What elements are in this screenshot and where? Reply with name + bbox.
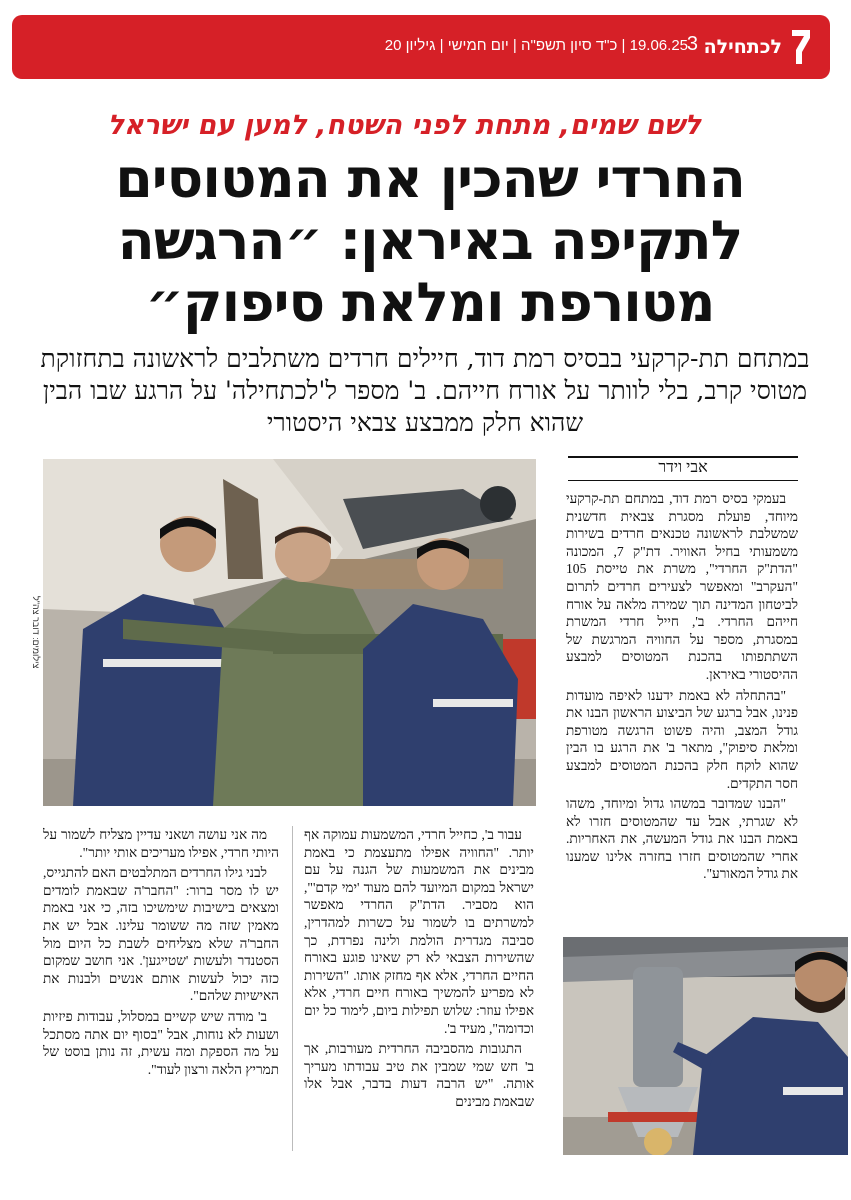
publication-logo: [704, 25, 814, 69]
paragraph: ב' מודה שיש קשיים במסלול, עבודות פיזיות ושעות לא נוחות, אבל "בסוף יום אתה מסתכל על מה הספקת ומה עשית, זה נותן בוסט של תמריץ הלאה ורצון לעוד".: [43, 1008, 279, 1077]
secondary-photo-technician: [563, 937, 848, 1155]
paragraph: עבור ב', כחייל חרדי, המשמעות עמוקה אף יותר. "החוויה אפילו מתעצמת כי באמת מבינים את המשמעות של הגנה על עם ישראל במקום המיועד להם מעוד 'ימי קדם'", הוא מסביר. הדת"ק החרדי מאפשר למשרתים בו לשמור על כשרות למהדרין, סביבה מגדרית הולמת ולינה נפרדת, כך שהשירות הצבאי לא רק שאינו פוגע באורח החיים החרדי, אלא אף מחזק אותו. "השירות לא מפריע להמשיך באורח חיים חרדי, אלא אפילו עוזר: שלוש תפילות ביום, לימוד כל יום וכדומה", מעיד ב'.: [304, 827, 534, 1036]
paragraph: התגובות מהסביבה החרדית מעורבות, אך ב' חש שמי שמבין את טיב עבודתו מעריך אותה. "יש הרבה דעות בדבר, אבל אלו שבאמת מבינים: [304, 1041, 534, 1109]
byline-bottom-rule: [568, 480, 798, 481]
soldiers-photo-illustration: [43, 459, 536, 806]
byline-top-rule: [568, 456, 798, 458]
main-photo-soldiers: [43, 459, 536, 806]
logo-text: לכתחילה: [703, 36, 782, 58]
technician-photo-illustration: [563, 937, 848, 1155]
column-divider: [292, 826, 293, 1151]
article-column-left: [43, 826, 279, 1156]
page-number: 3: [686, 33, 698, 55]
article-subhead: במתחם תת-קרקעי בבסיס רמת דוד, חיילים חרדים משתלבים לראשונה בתחזוקת מטוסי קרב, בלי לוותר על אורח חייהם. ב' מספר ל'לכתחילה' על הרגע שבו הבין שהוא חלק ממבצע צבאי היסטורי: [40, 344, 810, 437]
logo-mark-icon: [788, 28, 814, 66]
article-headline: החרדי שהכין את המטוסים לתקיפה באיראן: ״הרגשה מטורפת ומלאת סיפוק״: [115, 147, 745, 334]
paragraph: "הבנו שמדובר במשהו גדול ומיוחד, משהו לא שגרתי, אבל עד שהמטוסים חזרו לא באמת הבנו את גודל המעשה, את האחריות. אחרי שהמטוסים חזרו בחזרה אלינו שמענו את גודל המאורע".: [566, 796, 798, 882]
photo-credit: צילומים: דובר צה"ל: [31, 596, 41, 669]
paragraph: "בהתחלה לא באמת ידענו לאיפה מועדות פנינו, אבל ברגע של הביצוע הראשון הבנו את גודל המצב, והיה פשוט הרגשה מטורפת ומלאת סיפוק", מתאר ב' את הרגע בו הבין שהוא לוקח חלק בהכנת המטוסים למבצע חסר התקדים.: [566, 687, 798, 791]
article-column-middle: [304, 826, 534, 1156]
article-byline: אבי וידר: [658, 459, 708, 476]
header-bar: [12, 15, 830, 79]
paragraph: לבני גילו החרדים המתלבטים האם להתגייס, יש לו מסר ברור: "החבר'ה שבאמת לומדים ומצאים בישיבות שימשיכו בזה, כי אני באמת מאמין שזה מה ששומר עלינו. אבל יש את החבר'ה שלא מצליחים לשבת כל היום מול הסטנדר ולעשות 'שטייגען'. אני חושב שמקום כזה יכול לעשות אותם אנשים ולבנות את האישיות שלהם".: [43, 865, 279, 1004]
article-column-right: [566, 490, 798, 930]
issue-info: 19.06.25 | כ"ד סיון תשפ"ה | יום חמישי | גיליון 20: [384, 37, 688, 54]
paragraph: בעמקי בסיס רמת דוד, במתחם תת-קרקעי מיוחד, פועלת מסגרת צבאית חדשנית שמשלבת לראשונה טכנאים חרדים בשירות משמעותי בחיל האוויר. דת"ק 7, המכונה "הדת"ק החרדי", משרת את טייסת 105 "העקרב" ומאפשר לצעירים חרדים לתרום לביטחון המדינה תוך שמירה מלאה על אורח חייהם החרדי. ב', חייל חרדי המשרת במסגרת, מספר על החוויה המרגשת של השתתפותו בהכנת המטוסים למבצע ההיסטורי באיראן.: [566, 491, 798, 682]
article-kicker: לשם שמים, מתחת לפני השטח, למען עם ישראל: [107, 110, 701, 141]
paragraph: מה אני עושה ושאני עדיין מצליח לשמור על היותי חרדי, אפילו מעריכים אותי יותר".: [43, 827, 279, 860]
